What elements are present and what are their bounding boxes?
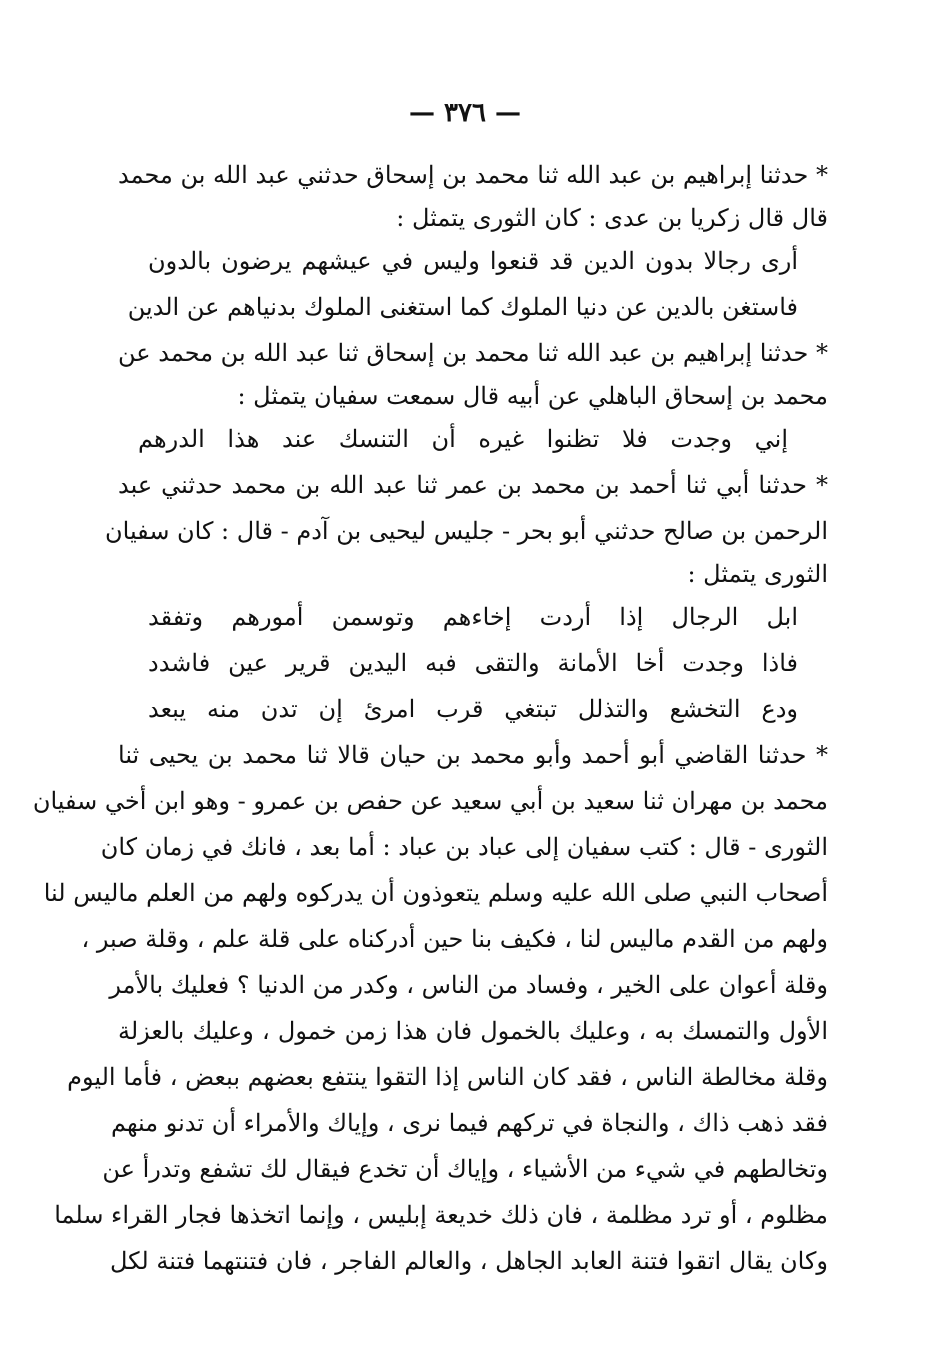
page-number: — ٣٧٦ — xyxy=(408,98,522,128)
text-line: وقلة مخالطة الناس ، فقد كان الناس إذا التقوا ينتفع بعضهم ببعض ، فأما اليوم xyxy=(67,1063,828,1091)
verse-line: فاذا وجدت أخا الأمانة والتقى فبه اليدين قرير عين فاشدد xyxy=(148,649,798,677)
text-line: قال قال زكريا بن عدى : كان الثورى يتمثل : xyxy=(396,204,828,232)
text-line: وتخالطهم في شيء من الأشياء ، وإياك أن تخدع فيقال لك تشفع وتدرأ عن xyxy=(102,1155,828,1183)
text-line: الأول والتمسك به ، وعليك بالخمول فان هذا زمن خمول ، وعليك بالعزلة xyxy=(118,1017,828,1045)
text-line: محمد بن مهران ثنا سعيد بن أبي سعيد عن حفص بن عمرو - وهو ابن أخي سفيان xyxy=(32,787,828,815)
text-line: وكان يقال اتقوا فتنة العابد الجاهل ، والعالم الفاجر ، فان فتنتهما فتنة لكل xyxy=(109,1247,828,1275)
verse-line: فاستغن بالدين عن دنيا الملوك كما استغنى الملوك بدنياهم عن الدين xyxy=(127,293,798,321)
text-line: * حدثنا إبراهيم بن عبد الله ثنا محمد بن إسحاق حدثني عبد الله بن محمد xyxy=(118,161,828,189)
text-line: الثورى يتمثل : xyxy=(687,560,828,588)
verse-line: إني وجدت فلا تظنوا غيره أن التنسك عند هذا الدرهم xyxy=(138,425,788,453)
text-line: مظلوم ، أو ترد مظلمة ، فان ذلك خديعة إبليس ، وإنما اتخذها فجار القراء سلما xyxy=(54,1201,828,1229)
text-line: محمد بن إسحاق الباهلي عن أبيه قال سمعت سفيان يتمثل : xyxy=(237,382,828,410)
verse-line: ابل الرجال إذا أردت إخاءهم وتوسمن أمورهم وتفقد xyxy=(148,603,798,631)
text-line: * حدثنا أبي ثنا أحمد بن محمد بن عمر ثنا عبد الله بن محمد حدثني عبد xyxy=(118,471,828,499)
page-body-text xyxy=(32,152,828,1284)
text-line: الثورى - قال : كتب سفيان إلى عباد بن عباد : أما بعد ، فانك في زمان كان xyxy=(100,833,828,861)
text-line: أصحاب النبي صلى الله عليه وسلم يتعوذون أن يدركوه ولهم من العلم ماليس لنا xyxy=(43,879,828,907)
verse-line: أرى رجالا بدون الدين قد قنعوا وليس في عيشهم يرضون بالدون xyxy=(148,247,798,275)
text-line: ولهم من القدم ماليس لنا ، فكيف بنا حين أدركناه على قلة علم ، وقلة صبر ، xyxy=(81,925,828,953)
text-line: * حدثنا القاضي أبو أحمد وأبو محمد بن حيان قالا ثنا محمد بن يحيى ثنا xyxy=(118,741,828,769)
text-line: * حدثنا إبراهيم بن عبد الله ثنا محمد بن إسحاق ثنا عبد الله بن محمد عن xyxy=(118,339,828,367)
text-line: الرحمن بن صالح حدثني أبو بحر - جليس ليحيى بن آدم - قال : كان سفيان xyxy=(105,517,828,545)
text-line: وقلة أعوان على الخير ، وفساد من الناس ، وكدر من الدنيا ؟ فعليك بالأمر xyxy=(109,971,828,999)
text-line: فقد ذهب ذاك ، والنجاة في تركهم فيما نرى ، وإياك والأمراء أن تدنو منهم xyxy=(110,1109,828,1137)
verse-line: ودع التخشع والتذلل تبتغي قرب امرئ إن تدن منه يبعد xyxy=(148,695,798,723)
